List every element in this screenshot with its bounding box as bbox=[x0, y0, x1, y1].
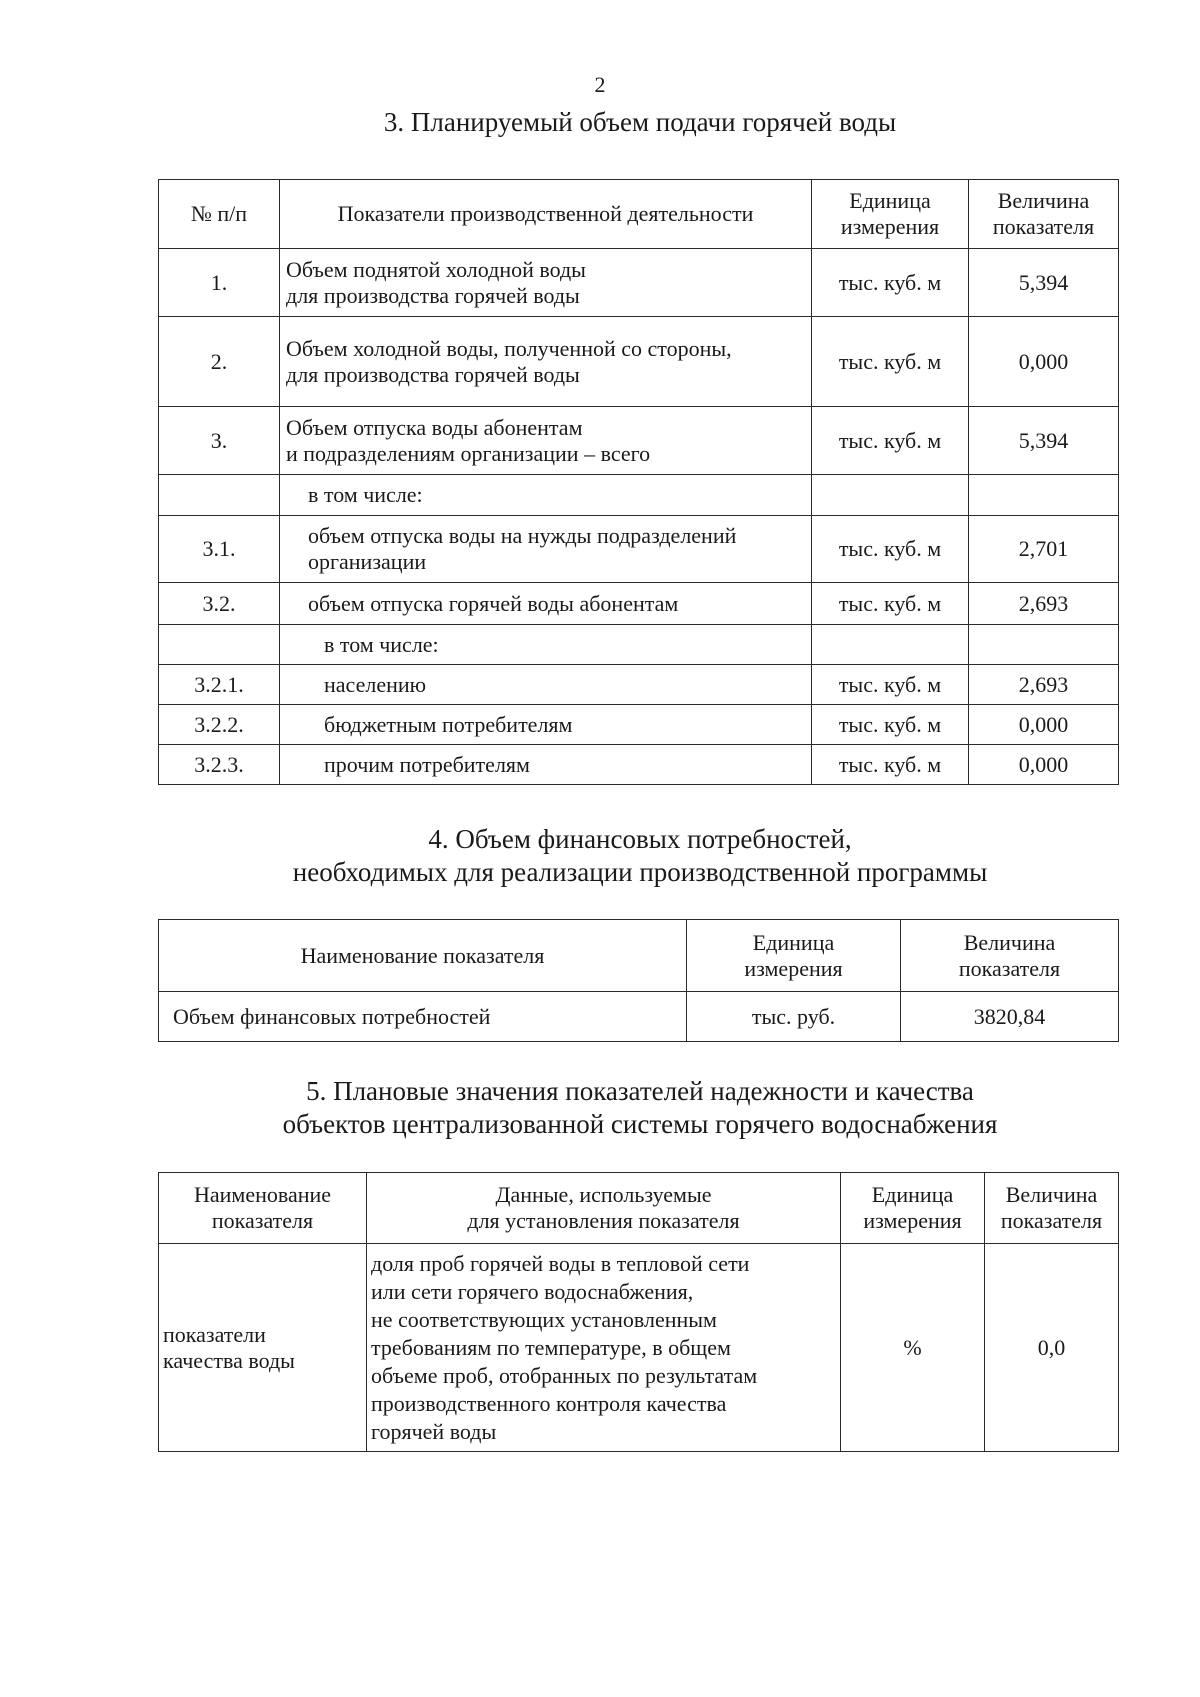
row-indicator: объем отпуска горячей воды абонентам bbox=[280, 583, 812, 625]
row-unit: тыс. куб. м bbox=[812, 583, 969, 625]
row-data: доля проб горячей воды в тепловой сети или сети горячего водоснабжения, не соответствующих установленным требованиям по температуре, в общем объеме проб, отобранных по результатам производственного контроля качества горячей воды bbox=[367, 1244, 841, 1452]
row-value: 0,0 bbox=[985, 1244, 1119, 1452]
row-value: 5,394 bbox=[969, 249, 1119, 317]
row-indicator: Объем поднятой холодной воды для производства горячей воды bbox=[280, 249, 812, 317]
table-header-row bbox=[159, 1173, 1119, 1244]
row-unit bbox=[812, 625, 969, 665]
quality-indicators-table bbox=[158, 1172, 1119, 1452]
row-value: 0,000 bbox=[969, 705, 1119, 745]
header-unit: Единица измерения bbox=[687, 920, 901, 992]
table-row bbox=[159, 705, 1119, 745]
table-header-row bbox=[159, 920, 1119, 992]
row-unit: тыс. куб. м bbox=[812, 665, 969, 705]
financial-needs-table bbox=[158, 919, 1119, 1042]
row-unit: тыс. куб. м bbox=[812, 705, 969, 745]
header-unit: Единица измерения bbox=[841, 1173, 985, 1244]
row-num: 2. bbox=[159, 317, 280, 407]
row-indicator: в том числе: bbox=[280, 475, 812, 516]
row-unit: тыс. куб. м bbox=[812, 407, 969, 475]
row-indicator: в том числе: bbox=[280, 625, 812, 665]
row-value bbox=[969, 625, 1119, 665]
row-value: 0,000 bbox=[969, 745, 1119, 785]
row-unit: тыс. руб. bbox=[687, 992, 901, 1042]
row-unit bbox=[812, 475, 969, 516]
header-value: Величина показателя bbox=[985, 1173, 1119, 1244]
header-value: Величина показателя bbox=[969, 180, 1119, 249]
header-value: Величина показателя bbox=[901, 920, 1119, 992]
row-num: 3.2. bbox=[159, 583, 280, 625]
row-value: 2,693 bbox=[969, 583, 1119, 625]
section-5-title-line2: объектов централизованной системы горячего водоснабжения bbox=[282, 1109, 998, 1139]
row-unit: тыс. куб. м bbox=[812, 249, 969, 317]
row-num: 3.2.3. bbox=[159, 745, 280, 785]
row-value: 2,701 bbox=[969, 516, 1119, 583]
table-row bbox=[159, 516, 1119, 583]
table-row bbox=[159, 745, 1119, 785]
page-number: 2 bbox=[594, 72, 606, 97]
row-num: 3.2.1. bbox=[159, 665, 280, 705]
table-row bbox=[159, 249, 1119, 317]
table-row bbox=[159, 407, 1119, 475]
table-row bbox=[159, 665, 1119, 705]
table-header-row bbox=[159, 180, 1119, 249]
header-unit: Единица измерения bbox=[812, 180, 969, 249]
section-4-title-line1: 4. Объем финансовых потребностей, bbox=[428, 824, 852, 854]
header-num: № п/п bbox=[159, 180, 280, 249]
row-indicator: прочим потребителям bbox=[280, 745, 812, 785]
row-indicator: Объем холодной воды, полученной со стороны, для производства горячей воды bbox=[280, 317, 812, 407]
row-num: 3. bbox=[159, 407, 280, 475]
section-4-title-line2: необходимых для реализации производственной программы bbox=[292, 857, 988, 887]
section-3-title bbox=[0, 106, 1200, 139]
header-name: Наименование показателя bbox=[159, 920, 687, 992]
section-4-title bbox=[0, 823, 1200, 889]
row-num: 3.1. bbox=[159, 516, 280, 583]
row-value: 2,693 bbox=[969, 665, 1119, 705]
section-5-title bbox=[0, 1075, 1200, 1141]
header-indicator: Показатели производственной деятельности bbox=[280, 180, 812, 249]
table-row bbox=[159, 317, 1119, 407]
row-unit: тыс. куб. м bbox=[812, 516, 969, 583]
table-row bbox=[159, 992, 1119, 1042]
row-indicator: объем отпуска воды на нужды подразделений организации bbox=[280, 516, 812, 583]
table-row bbox=[159, 1244, 1119, 1452]
row-value: 5,394 bbox=[969, 407, 1119, 475]
header-name: Наименование показателя bbox=[159, 1173, 367, 1244]
row-indicator: бюджетным потребителям bbox=[280, 705, 812, 745]
row-num: 3.2.2. bbox=[159, 705, 280, 745]
row-unit: тыс. куб. м bbox=[812, 745, 969, 785]
row-value: 3820,84 bbox=[901, 992, 1119, 1042]
section-3-title-text: 3. Планируемый объем подачи горячей воды bbox=[383, 107, 897, 137]
planned-volume-table bbox=[158, 179, 1119, 785]
table-row bbox=[159, 583, 1119, 625]
row-indicator: Объем отпуска воды абонентам и подразделениям организации – всего bbox=[280, 407, 812, 475]
row-name: показатели качества воды bbox=[159, 1244, 367, 1452]
row-value: 0,000 bbox=[969, 317, 1119, 407]
table-row bbox=[159, 625, 1119, 665]
row-num bbox=[159, 625, 280, 665]
row-unit: % bbox=[841, 1244, 985, 1452]
row-num: 1. bbox=[159, 249, 280, 317]
row-value bbox=[969, 475, 1119, 516]
row-num bbox=[159, 475, 280, 516]
table-row bbox=[159, 475, 1119, 516]
row-unit: тыс. куб. м bbox=[812, 317, 969, 407]
row-name: Объем финансовых потребностей bbox=[159, 992, 687, 1042]
header-data: Данные, используемые для установления показателя bbox=[367, 1173, 841, 1244]
section-5-title-line1: 5. Плановые значения показателей надежности и качества bbox=[306, 1076, 974, 1106]
row-indicator: населению bbox=[280, 665, 812, 705]
